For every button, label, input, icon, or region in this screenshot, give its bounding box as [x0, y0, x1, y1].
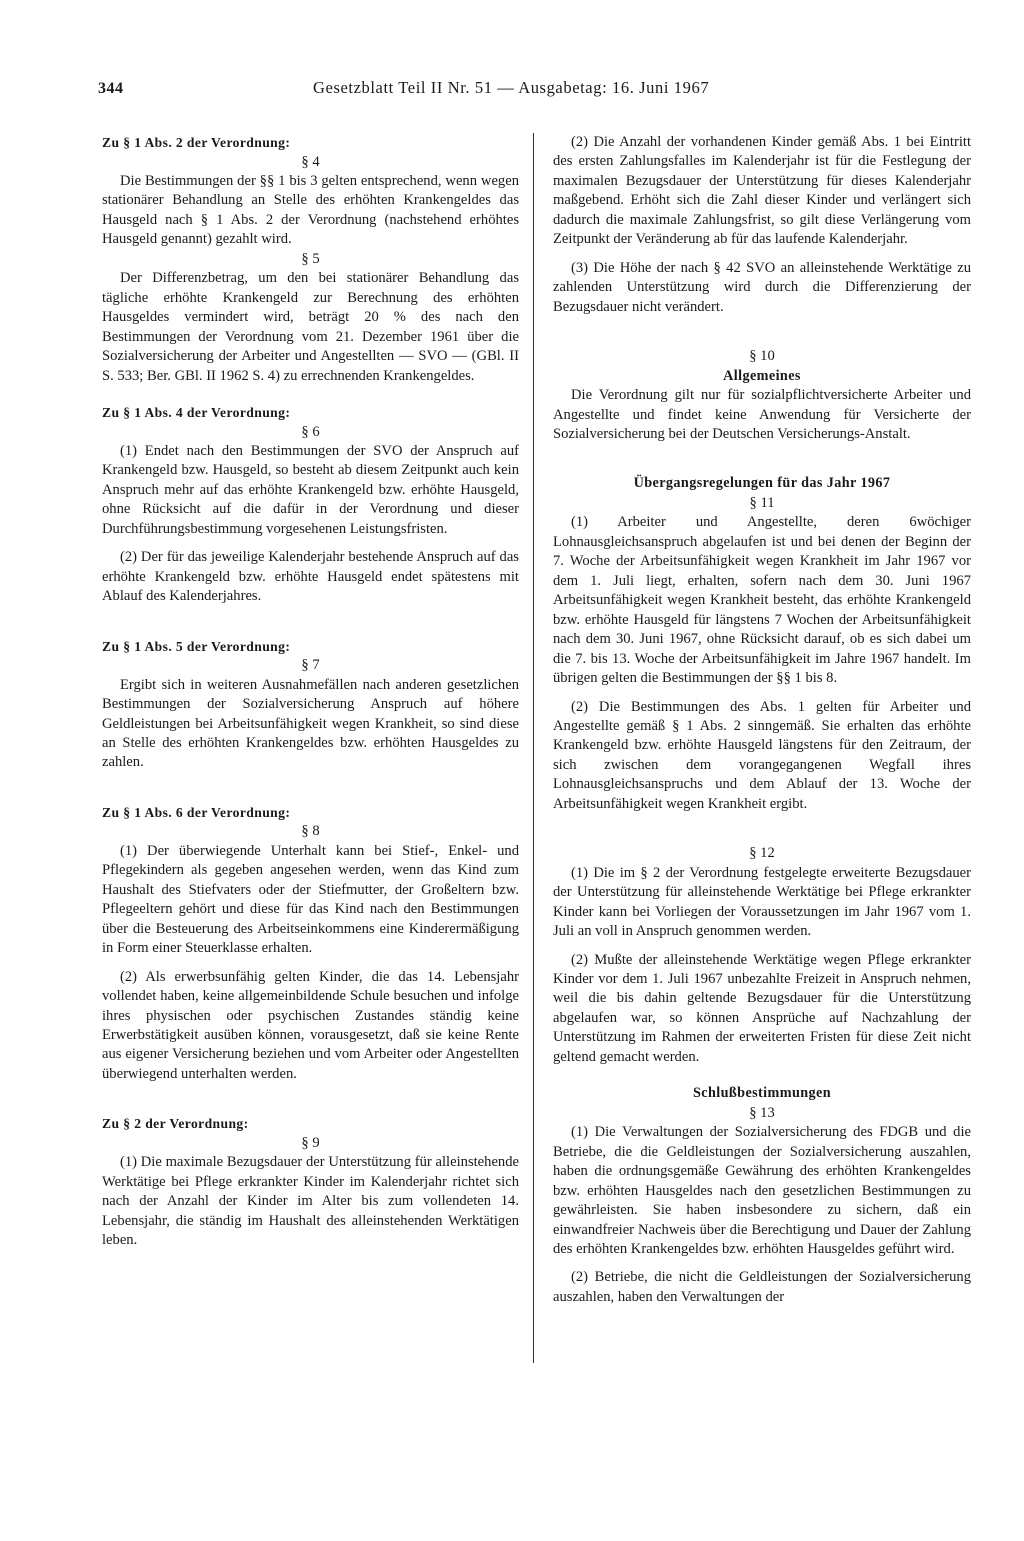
- section-heading: Zu § 2 der Verordnung:: [102, 1116, 249, 1132]
- body-paragraph: (1) Der überwiegende Unterhalt kann bei Stief-, Enkel- und Pflegekindern als gegeben angesehen werden, wenn das Kind zum Haushalt des Stiefvaters oder der Stiefmutter, der Großeltern bzw. Pflegeeltern gehört und diese für das Kind nach den Bestimmungen über die Besteuerung des Arbeitseinkommens eine Kinderermäßigung in Form einer Steuerklasse erhalten.: [102, 842, 519, 957]
- paragraph-number: § 8: [301, 823, 320, 840]
- paragraph-number: § 7: [301, 657, 320, 674]
- body-paragraph: (2) Die Anzahl der vorhandenen Kinder gemäß Abs. 1 bei Eintritt des ersten Zahlungsfalles im Kalenderjahr ist für die Festlegung der maximalen Bezugsdauer der Unterstützung für dieses Kalenderjahr maßgebend. Erhöht sich die Zahl dieser Kinder und verlängert sich dadurch die maximale Zahlungsfrist, so gilt diese Verlängerung vom Zeitpunkt der Veränderung ab für das laufende Kalenderjahr.: [553, 134, 971, 248]
- page-number: 344: [98, 80, 124, 97]
- body-paragraph: Die Bestimmungen der §§ 1 bis 3 gelten entsprechend, wenn wegen stationärer Behandlung an Stelle des erhöhten Krankengeldes das Hausgeld nach § 1 Abs. 2 der Verordnung (nachstehend erhöhtes Hausgeld genannt) gezahlt wird.: [102, 173, 519, 248]
- body-paragraph: (2) Der für das jeweilige Kalenderjahr bestehende Anspruch auf das erhöhte Krankengeld bzw. erhöhte Hausgeld endet spätestens mit Ablauf des Kalenderjahres.: [102, 549, 519, 605]
- paragraph-number: § 11: [749, 494, 775, 511]
- paragraph-number: § 5: [301, 250, 320, 267]
- body-paragraph: (1) Die Verwaltungen der Sozialversicherung des FDGB und die Betriebe, die die Geldleistungen der Sozialversicherung auszahlen, haben die ordnungsgemäße Gewährung des erhöhten Krankengeldes bzw. erhöhten Hausgeldes nach den gesetzlichen Bestimmungen zu gewährleisten. Sie haben insbesondere zu sichern, daß ein einwandfreier Nachweis über die Berechtigung und Dauer der Zahlung des erhöhten Krankengeldes bzw. erhöhten Hausgeldes geführt wird.: [553, 1124, 971, 1257]
- right-column: [553, 133, 971, 1307]
- section-heading: Zu § 1 Abs. 2 der Verordnung:: [102, 135, 291, 150]
- body-paragraph: (2) Betriebe, die nicht die Geldleistungen der Sozialversicherung auszahlen, haben den Verwaltungen der: [553, 1269, 971, 1305]
- section-heading: Zu § 1 Abs. 6 der Verordnung:: [102, 804, 291, 820]
- body-paragraph: (1) Die maximale Bezugsdauer der Unterstützung für alleinstehende Werktätige bei Pflege erkrankter Kinder im Kalenderjahr richtet sich nach der Anzahl der Kinder im Alter bis zum vollendeten 14. Lebensjahr, die ständig im Haushalt des alleinstehenden Werktätigen leben.: [102, 1154, 519, 1249]
- page-header: [98, 80, 972, 106]
- body-paragraph: (3) Die Höhe der nach § 42 SVO an alleinstehende Werktätige zu zahlenden Unterstützung wird durch die Differenzierung der Bezugsdauer nicht verändert.: [553, 259, 971, 315]
- paragraph-number: § 13: [749, 1104, 775, 1121]
- body-paragraph: Der Differenzbetrag, um den bei stationärer Behandlung das tägliche erhöhte Krankengeld zur Berechnung des erhöhten Hausgeldes vermindert wird, beträgt 20 % des nach den Bestimmungen der Verordnung vom 21. Dezember 1961 über die Sozialversicherung der Arbeiter und Angestellten — SVO — (GBl. II S. 533; Ber. GBl. II 1962 S. 4) zu errechnenden Krankengeldes.: [102, 270, 519, 384]
- section-heading: Zu § 1 Abs. 4 der Verordnung:: [102, 405, 291, 421]
- body-paragraph: (2) Als erwerbsunfähig gelten Kinder, die das 14. Lebensjahr vollendet haben, keine allgemeinbildende Schule besuchen und infolge ihres physischen oder psychischen Zustandes ständig keine Erwerbstätigkeit ausüben können, vorausgesetzt, daß sie keine Rente aus eigener Versicherung beziehen und vom Arbeiter oder Angestellten überwiegend unterhalten werden.: [102, 968, 519, 1082]
- section-subtitle: Allgemeines: [723, 367, 801, 384]
- gazette-title: Gesetzblatt Teil II Nr. 51 — Ausgabetag: 16. Juni 1967: [313, 78, 710, 97]
- body-paragraph: (1) Endet nach den Bestimmungen der SVO der Anspruch auf Krankengeld bzw. Hausgeld, so besteht ab diesem Zeitpunkt auch kein Anspruch mehr auf das erhöhte Krankengeld bzw. erhöhte Hausgeld, ohne Rücksicht auf die dafür in der Verordnung und dieser Durchführungsbestimmung vorgesehenen Leistungsfristen.: [102, 443, 519, 537]
- paragraph-number: § 9: [301, 1134, 320, 1151]
- body-paragraph: (1) Arbeiter und Angestellte, deren 6wöchiger Lohnausgleichsanspruch abgelaufen ist und bei denen der Beginn der 7. Woche der Arbeitsunfähigkeit wegen Krankheit im Jahr 1967 vor dem 1. Juli liegt, erhalten, sofern nach dem 30. Juni 1967 Arbeitsunfähigkeit wegen Krankheit besteht, das erhöhte Krankengeld bzw. erhöhte Hausgeld für längstens 7 Wochen der Arbeitsunfähigkeit nach dem 30. Juni 1967, ohne Rücksicht darauf, ob es sich dabei um die 7. bis 13. Woche der Arbeitsunfähigkeit im Jahre 1967 handelt. Im übrigen gelten die Bestimmungen der §§ 1 bis 8.: [553, 514, 971, 687]
- body-paragraph: Die Verordnung gilt nur für sozialpflichtversicherte Arbeiter und Angestellte und findet keine Anwendung für Versicherte der Sozialversicherung bei der Deutschen Versicherungs-Anstalt.: [553, 387, 971, 442]
- section-heading: Zu § 1 Abs. 5 der Verordnung:: [102, 638, 291, 654]
- left-column: [102, 133, 519, 1251]
- body-paragraph: (2) Die Bestimmungen des Abs. 1 gelten für Arbeiter und Angestellte gemäß § 1 Abs. 2 sinngemäß. Sie erhalten das erhöhte Krankengeld bzw. erhöhte Hausgeld längstens für den Zeitraum, der sich zwischen dem vorangegangenen Wegfall ihres Lohnausgleichsanspruchs und dem Ablauf der 13. Woche der Arbeitsunfähigkeit wegen Krankheit ergibt.: [553, 698, 971, 812]
- column-divider: [533, 133, 534, 1363]
- body-paragraph: (1) Die im § 2 der Verordnung festgelegte erweiterte Bezugsdauer der Unterstützung für alleinstehende Werktätige bei Pflege erkrankter Kinder kann bei Vorliegen der Voraussetzungen im Jahr 1967 vom 1. Juli an voll in Anspruch genommen werden.: [553, 864, 971, 940]
- paragraph-number: § 12: [749, 845, 775, 862]
- paragraph-number: § 4: [301, 153, 320, 170]
- body-paragraph: Ergibt sich in weiteren Ausnahmefällen nach anderen gesetzlichen Bestimmungen der Sozialversicherung Anspruch auf höhere Geldleistungen bei Arbeitsunfähigkeit wegen Krankheit, so sind diese an Stelle des erhöhten Krankengeldes bzw. erhöhten Hausgeldes zu zahlen.: [102, 676, 519, 771]
- section-subtitle: Übergangsregelungen für das Jahr 1967: [633, 475, 891, 492]
- paragraph-number: § 10: [749, 348, 775, 365]
- paragraph-number: § 6: [301, 423, 320, 440]
- section-subtitle: Schlußbestimmungen: [692, 1085, 832, 1102]
- body-paragraph: (2) Mußte der alleinstehende Werktätige wegen Pflege erkrankter Kinder vor dem 1. Juli 1967 unbezahlte Freizeit in Anspruch nehmen, weil die bis dahin geltende Bezugsdauer für die Unterstützung abgelaufen war, so können Ansprüche auf Nachzahlung der Unterstützung im Rahmen der erweiterten Fristen für diese Zeit nicht geltend gemacht werden.: [553, 951, 971, 1065]
